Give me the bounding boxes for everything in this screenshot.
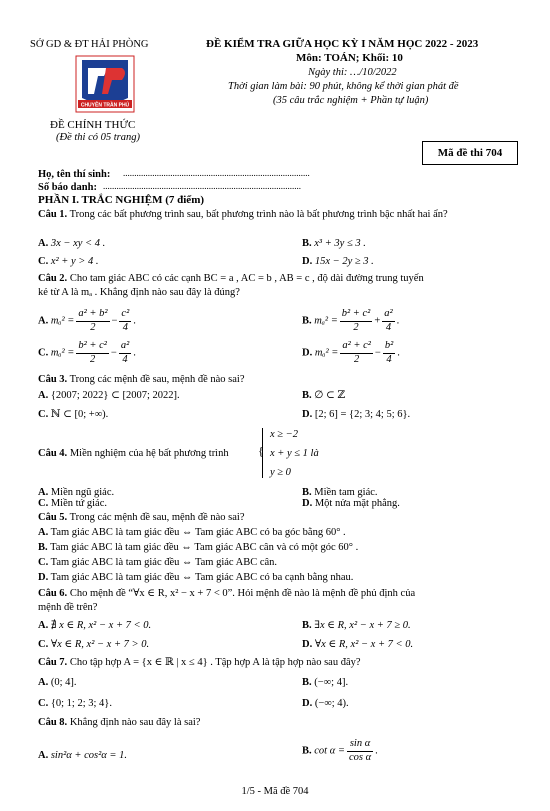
math-period: . <box>133 347 136 359</box>
option-letter: D. <box>302 347 313 359</box>
question-text: Khẳng định nào sau đây là sai? <box>69 717 201 728</box>
q1-option-c <box>38 255 98 268</box>
option-letter: C. <box>38 256 49 267</box>
option-text: ∀x ∈ R, x² − x + 7 < 0. <box>314 639 414 650</box>
option-letter: B. <box>38 542 48 553</box>
option-letter: D. <box>38 572 49 583</box>
question-label: Câu 6. <box>38 588 68 599</box>
option-text: Tam giác ABC là tam giác đều ⇔ Tam giác ABC cân. <box>50 557 278 568</box>
school-logo <box>74 54 136 114</box>
question-text: Trong các bất phương trình sau, bất phương trình nào là bất phương trình bậc nhất hai ẩn? <box>69 209 448 220</box>
q8-option-b <box>302 738 378 764</box>
q6-option-c <box>38 638 149 651</box>
system-line-1: x ≥ −2 <box>270 429 299 440</box>
option-text: sin²α + cos²α = 1. <box>50 750 127 761</box>
denominator: 2 <box>90 353 96 365</box>
numerator: sin α <box>347 738 373 752</box>
question-label: Câu 1. <box>38 209 68 220</box>
numerator: b² <box>383 340 395 354</box>
option-text: ∄ x ∈ R, x² − x + 7 < 0. <box>50 620 152 631</box>
q2-option-b <box>302 308 399 334</box>
exam-code-box: Mã đề thi 704 <box>422 141 518 165</box>
student-id-label: Số báo danh: <box>38 182 97 193</box>
exam-date: Ngày thi: …/10/2022 <box>308 67 397 78</box>
question-label: Câu 4. <box>38 448 68 459</box>
question-3 <box>38 373 518 386</box>
option-letter: A. <box>38 390 49 401</box>
q3-option-d <box>302 408 410 421</box>
fraction <box>347 738 373 764</box>
q5-option-b <box>38 541 358 554</box>
math-operator: + <box>374 315 381 327</box>
official-label: ĐỀ CHÍNH THỨC <box>50 119 136 131</box>
option-text: ∃x ∈ R, x² − x + 7 ≥ 0. <box>314 620 411 631</box>
q2-option-c <box>38 340 136 366</box>
q1-option-b <box>302 237 366 250</box>
option-letter: C. <box>38 498 49 509</box>
question-text: Trong các mệnh đề sau, mệnh đề nào sai? <box>69 512 245 523</box>
option-text: Miền tam giác. <box>314 487 378 498</box>
q2-option-d <box>302 340 400 366</box>
fraction <box>340 340 373 366</box>
option-text: {0; 1; 2; 3; 4}. <box>50 698 112 709</box>
math-operator: − <box>110 347 117 359</box>
option-letter: B. <box>302 390 312 401</box>
question-label: Câu 2. <box>38 273 68 284</box>
q1-option-d <box>302 255 374 268</box>
option-letter: A. <box>38 487 49 498</box>
question-2-line2: kẻ từ A là mₐ . Khẳng định nào sau đây là đúng? <box>38 287 240 298</box>
question-1 <box>38 208 518 221</box>
math-period: . <box>396 315 400 327</box>
option-text: Miền ngũ giác. <box>50 487 115 498</box>
option-text: [2; 6] = {2; 3; 4; 5; 6}. <box>314 409 411 420</box>
question-6 <box>38 587 518 600</box>
question-text: Miền nghiệm của hệ bất phương trình <box>69 448 229 459</box>
q4-option-d <box>302 497 400 510</box>
math-period: . <box>375 745 378 757</box>
q5-option-c <box>38 556 277 569</box>
option-text: {2007; 2022} ⊂ [2007; 2022]. <box>50 390 180 401</box>
option-text: (0; 4]. <box>50 677 77 688</box>
math-lhs: mₐ² = <box>50 347 75 359</box>
student-name-field: ................................................................................... <box>123 168 310 178</box>
option-letter: C. <box>38 639 49 650</box>
denominator: 4 <box>385 321 392 333</box>
fraction <box>76 308 109 334</box>
option-text: (−∞; 4). <box>314 698 349 709</box>
fraction <box>340 308 373 334</box>
numerator: a² <box>119 340 131 354</box>
option-letter: D. <box>302 498 313 509</box>
question-label: Câu 3. <box>38 374 68 385</box>
question-label: Câu 8. <box>38 717 68 728</box>
fraction <box>383 340 395 366</box>
option-letter: A. <box>38 620 49 631</box>
system-line-2: x + y ≤ 1 là <box>270 448 319 459</box>
system-line-3: y ≥ 0 <box>270 467 291 478</box>
question-text: Trong các mệnh đề sau, mệnh đề nào sai? <box>69 374 245 385</box>
student-id-field: ........................................................................................ <box>103 181 301 191</box>
q1-option-a <box>38 237 105 250</box>
option-text: Tam giác ABC là tam giác đều ⇔ Tam giác ABC cân và có một góc 60° . <box>50 542 359 553</box>
q3-option-b <box>302 389 345 402</box>
option-text: Tam giác ABC là tam giác đều ⇔ Tam giác ABC có ba cạnh bằng nhau. <box>50 572 354 583</box>
option-letter: B. <box>302 238 312 249</box>
page-footer: 1/5 - Mã đề 704 <box>241 786 309 797</box>
question-text: Cho tập hợp A = {x ∈ ℝ | x ≤ 4} . Tập hợp A là tập hợp nào sau đây? <box>69 657 361 668</box>
exam-subject: Môn: TOÁN; Khối: 10 <box>296 52 403 64</box>
q7-option-c <box>38 697 112 710</box>
math-period: . <box>133 315 136 327</box>
math-operator: − <box>374 347 381 359</box>
option-letter: A. <box>38 750 49 761</box>
denominator: cos α <box>348 751 372 763</box>
option-letter: C. <box>38 409 49 420</box>
denominator: 4 <box>386 353 392 365</box>
q6-option-b <box>302 619 411 632</box>
numerator: a² <box>382 308 394 322</box>
q8-option-a <box>38 749 127 762</box>
option-text: ∀x ∈ R, x² − x + 7 > 0. <box>50 639 150 650</box>
math-operator: − <box>111 315 118 327</box>
numerator: b² + c² <box>340 308 373 322</box>
q5-option-d <box>38 571 353 584</box>
option-text: ℕ ⊂ [0; +∞). <box>50 409 109 420</box>
denominator: 4 <box>122 321 128 333</box>
fraction <box>382 308 394 334</box>
option-text: cot α = <box>314 745 345 757</box>
option-letter: B. <box>302 620 312 631</box>
exam-structure: (35 câu trắc nghiệm + Phần tự luận) <box>273 95 429 106</box>
option-letter: A. <box>38 315 49 327</box>
option-letter: B. <box>302 315 312 327</box>
question-label: Câu 7. <box>38 657 68 668</box>
question-2 <box>38 272 518 285</box>
fraction <box>119 308 131 334</box>
department-name: SỞ GD & ĐT HẢI PHÒNG <box>30 39 149 50</box>
option-text: 3x − xy < 4 . <box>50 238 106 249</box>
question-5 <box>38 511 518 524</box>
page-count: (Đề thi có 05 trang) <box>56 132 140 143</box>
q3-option-c <box>38 408 108 421</box>
math-lhs: mₐ² = <box>50 315 75 327</box>
svg-text:CHUYÊN TRẦN PHÚ: CHUYÊN TRẦN PHÚ <box>80 102 130 109</box>
denominator: 2 <box>354 353 360 365</box>
brace-tip: { <box>258 444 264 458</box>
q6-option-d <box>302 638 413 651</box>
question-7 <box>38 656 518 669</box>
fraction <box>76 340 109 366</box>
option-letter: B. <box>302 677 312 688</box>
numerator: c² <box>119 308 131 322</box>
question-text: Cho mệnh đề “∀x ∈ R, x² − x + 7 < 0”. Hỏi mệnh đề nào là mệnh đề phủ định của <box>69 588 416 599</box>
numerator: b² + c² <box>76 340 109 354</box>
math-lhs: mₐ² = <box>314 347 339 359</box>
question-8 <box>38 716 518 729</box>
option-text: Một nửa mặt phẳng. <box>314 498 400 509</box>
option-text: (−∞; 4]. <box>314 677 349 688</box>
option-text: Tam giác ABC là tam giác đều ⇔ Tam giác ABC có ba góc bằng 60° . <box>50 527 346 538</box>
option-text: x² + y > 4 . <box>50 256 99 267</box>
option-letter: A. <box>38 677 49 688</box>
question-4 <box>38 447 229 460</box>
option-letter: C. <box>38 698 49 709</box>
question-6-line2: mệnh đề trên? <box>38 602 98 613</box>
part-heading: PHẦN I. TRẮC NGHIỆM (7 điểm) <box>38 194 205 206</box>
q6-option-a <box>38 619 151 632</box>
option-letter: D. <box>302 639 313 650</box>
option-text: 15x − 2y ≥ 3 . <box>314 256 374 267</box>
option-text: Miền tứ giác. <box>50 498 107 509</box>
question-label: Câu 5. <box>38 512 68 523</box>
math-lhs: mₐ² = <box>314 315 338 327</box>
q7-option-b <box>302 676 348 689</box>
option-letter: C. <box>38 557 49 568</box>
numerator: a² + c² <box>340 340 373 354</box>
question-text: Cho tam giác ABC có các cạnh BC = a , AC = b , AB = c , độ dài đường trung tuyến <box>69 273 424 284</box>
option-letter: D. <box>302 256 313 267</box>
q5-option-a <box>38 526 346 539</box>
exam-duration: Thời gian làm bài: 90 phút, không kể thời gian phát đề <box>228 81 459 92</box>
denominator: 2 <box>90 321 96 333</box>
q7-option-d <box>302 697 349 710</box>
fraction <box>119 340 131 366</box>
option-letter: D. <box>302 409 313 420</box>
student-name-label: Họ, tên thí sinh: <box>38 169 111 180</box>
denominator: 2 <box>353 321 359 333</box>
option-letter: C. <box>38 347 49 359</box>
q7-option-a <box>38 676 77 689</box>
q3-option-a <box>38 389 180 402</box>
option-text: x³ + 3y ≤ 3 . <box>314 238 366 249</box>
numerator: a² + b² <box>76 308 109 322</box>
denominator: 4 <box>122 353 128 365</box>
option-letter: D. <box>302 698 313 709</box>
option-letter: B. <box>302 745 312 757</box>
option-text: ∅ ⊂ ℤ <box>314 390 346 401</box>
math-period: . <box>397 347 400 359</box>
option-letter: A. <box>38 527 49 538</box>
q4-option-c <box>38 497 107 510</box>
option-letter: B. <box>302 487 312 498</box>
exam-title: ĐỀ KIỂM TRA GIỮA HỌC KỲ I NĂM HỌC 2022 - 2023 <box>206 38 479 50</box>
option-letter: A. <box>38 238 49 249</box>
q2-option-a <box>38 308 136 334</box>
